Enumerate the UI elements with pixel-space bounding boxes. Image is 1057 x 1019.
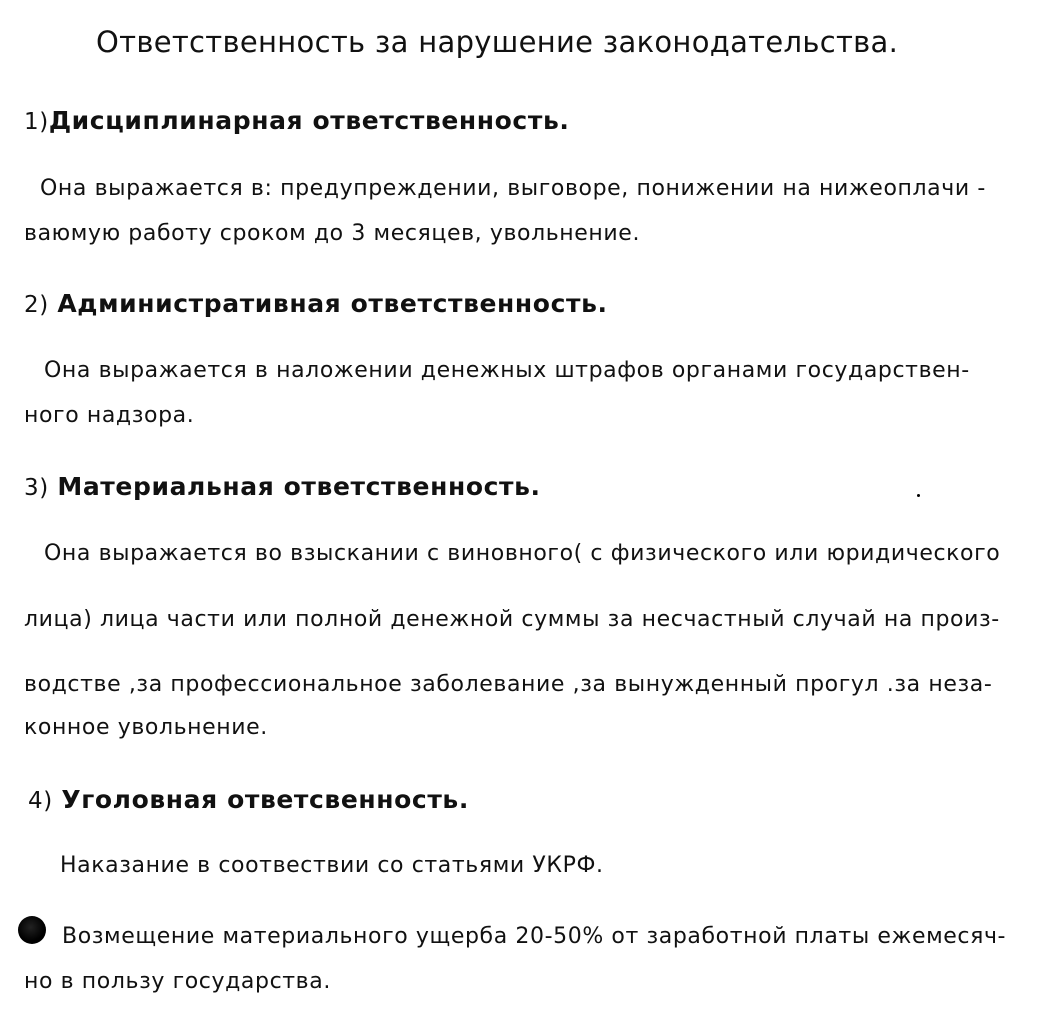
section-3-text-line-1: Она выражается во взыскании с виновного( с физического или юридического xyxy=(44,541,1001,566)
section-1-heading xyxy=(24,108,569,134)
section-4-number: 4) xyxy=(28,788,53,814)
section-2-text-line-1: Она выражается в наложении денежных штрафов органами государствен- xyxy=(44,358,970,383)
section-3-title: Материальная ответственность. xyxy=(57,472,541,501)
section-2-heading xyxy=(24,291,608,317)
page-title: Ответственность за нарушение законодательства. xyxy=(96,25,899,59)
ink-blot xyxy=(18,916,46,944)
section-1-text-line-2: ваюмую работу сроком до 3 месяцев, увольнение. xyxy=(24,221,641,246)
ink-speck xyxy=(917,494,920,497)
note-text-line-1: Возмещение материального ущерба 20-50% от заработной платы ежемесяч- xyxy=(62,924,1007,949)
section-3-text-line-3: водстве ,за профессиональное заболевание ,за вынужденный прогул .за неза- xyxy=(24,672,993,697)
section-3-heading xyxy=(24,474,541,500)
section-3-number: 3) xyxy=(24,475,49,501)
section-2-title: Административная ответственность. xyxy=(57,289,608,318)
section-4-title: Уголовная ответсвенность. xyxy=(61,785,469,814)
section-3-text-line-4: конное увольнение. xyxy=(24,715,268,740)
section-1-number: 1) xyxy=(24,109,49,135)
section-2-number: 2) xyxy=(24,292,49,318)
section-4-heading xyxy=(28,787,469,813)
section-2-text-line-2: ного надзора. xyxy=(24,403,195,428)
note-text-line-2: но в пользу государства. xyxy=(24,969,331,994)
section-3-text-line-2: лица) лица части или полной денежной суммы за несчастный случай на произ- xyxy=(24,607,1000,632)
section-1-text-line-1: Она выражается в: предупреждении, выговоре, понижении на нижеоплачи - xyxy=(40,176,986,201)
section-4-text-line-1: Наказание в соотвествии со статьями УКРФ. xyxy=(60,853,604,878)
section-1-title: Дисциплинарная ответственность. xyxy=(48,106,570,135)
